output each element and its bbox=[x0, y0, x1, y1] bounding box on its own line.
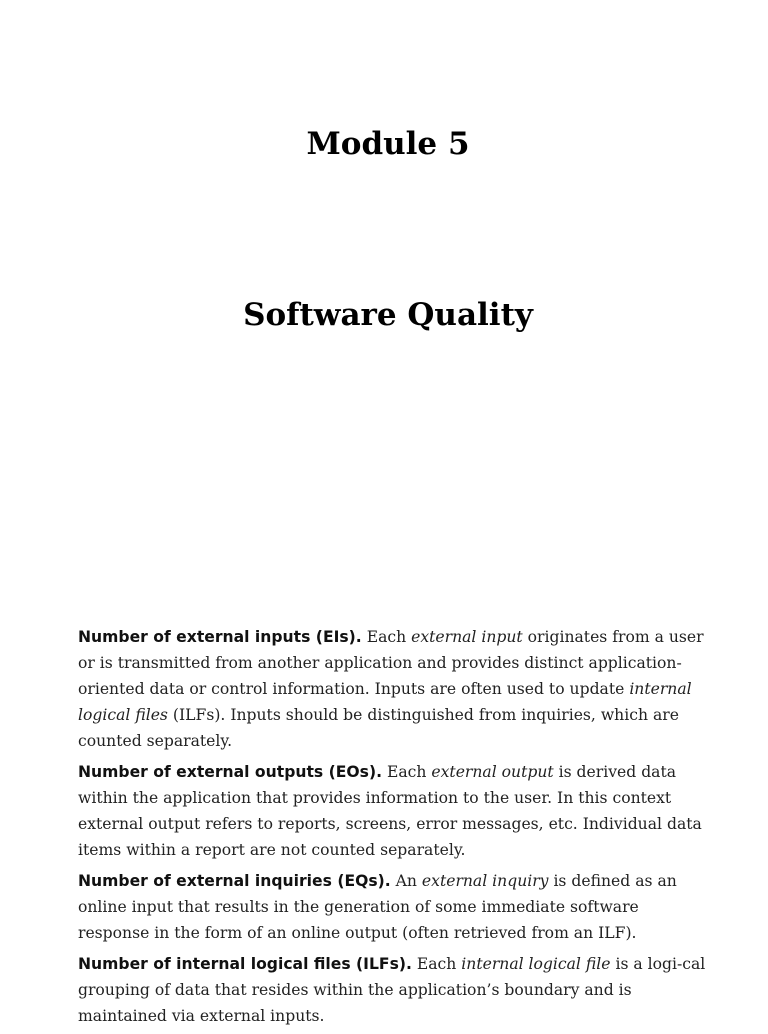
italic-term: external inquiry bbox=[421, 872, 549, 890]
paragraph-text: Each bbox=[416, 955, 462, 973]
italic-term: internal logical files bbox=[78, 680, 692, 724]
paragraph-external-outputs bbox=[78, 759, 706, 863]
paragraph-text: Each bbox=[386, 763, 432, 781]
paragraph-external-inquiries bbox=[78, 868, 706, 946]
paragraph-text: is defined as an online input that results in the generation of some immediate software response in the form of an online output (often retrieved from an ILF). bbox=[78, 872, 677, 942]
paragraph-text: Each bbox=[366, 628, 412, 646]
paragraph-internal-logical-files bbox=[78, 951, 706, 1029]
paragraph-text: is a logi-cal grouping of data that resides within the application’s boundary and is maintained via external inputs. bbox=[78, 955, 706, 1025]
module-title: Module 5 bbox=[306, 126, 470, 162]
paragraph-external-inputs bbox=[78, 624, 706, 754]
italic-term: external output bbox=[431, 763, 554, 781]
term-heading: Number of external inquiries (EQs). bbox=[78, 872, 391, 890]
section-title: Software Quality bbox=[243, 297, 533, 333]
paragraph-text: (ILFs). Inputs should be distinguished from inquiries, which are counted separately. bbox=[78, 706, 679, 750]
italic-term: internal logical file bbox=[461, 955, 611, 973]
paragraph-text: originates from a user or is transmitted from another application and provides distinct application-oriented data or control information. Inputs are often used to update bbox=[78, 628, 704, 698]
term-heading: Number of external inputs (EIs). bbox=[78, 628, 362, 646]
italic-term: external input bbox=[411, 628, 523, 646]
body-text bbox=[78, 624, 706, 1034]
term-heading: Number of external outputs (EOs). bbox=[78, 763, 383, 781]
paragraph-text: An bbox=[395, 872, 422, 890]
term-heading: Number of internal logical files (ILFs). bbox=[78, 955, 412, 973]
paragraph-text: is derived data within the application that provides information to the user. In this context external output refers to reports, screens, error messages, etc. Individual data items within a report are not counted separately. bbox=[78, 763, 702, 859]
